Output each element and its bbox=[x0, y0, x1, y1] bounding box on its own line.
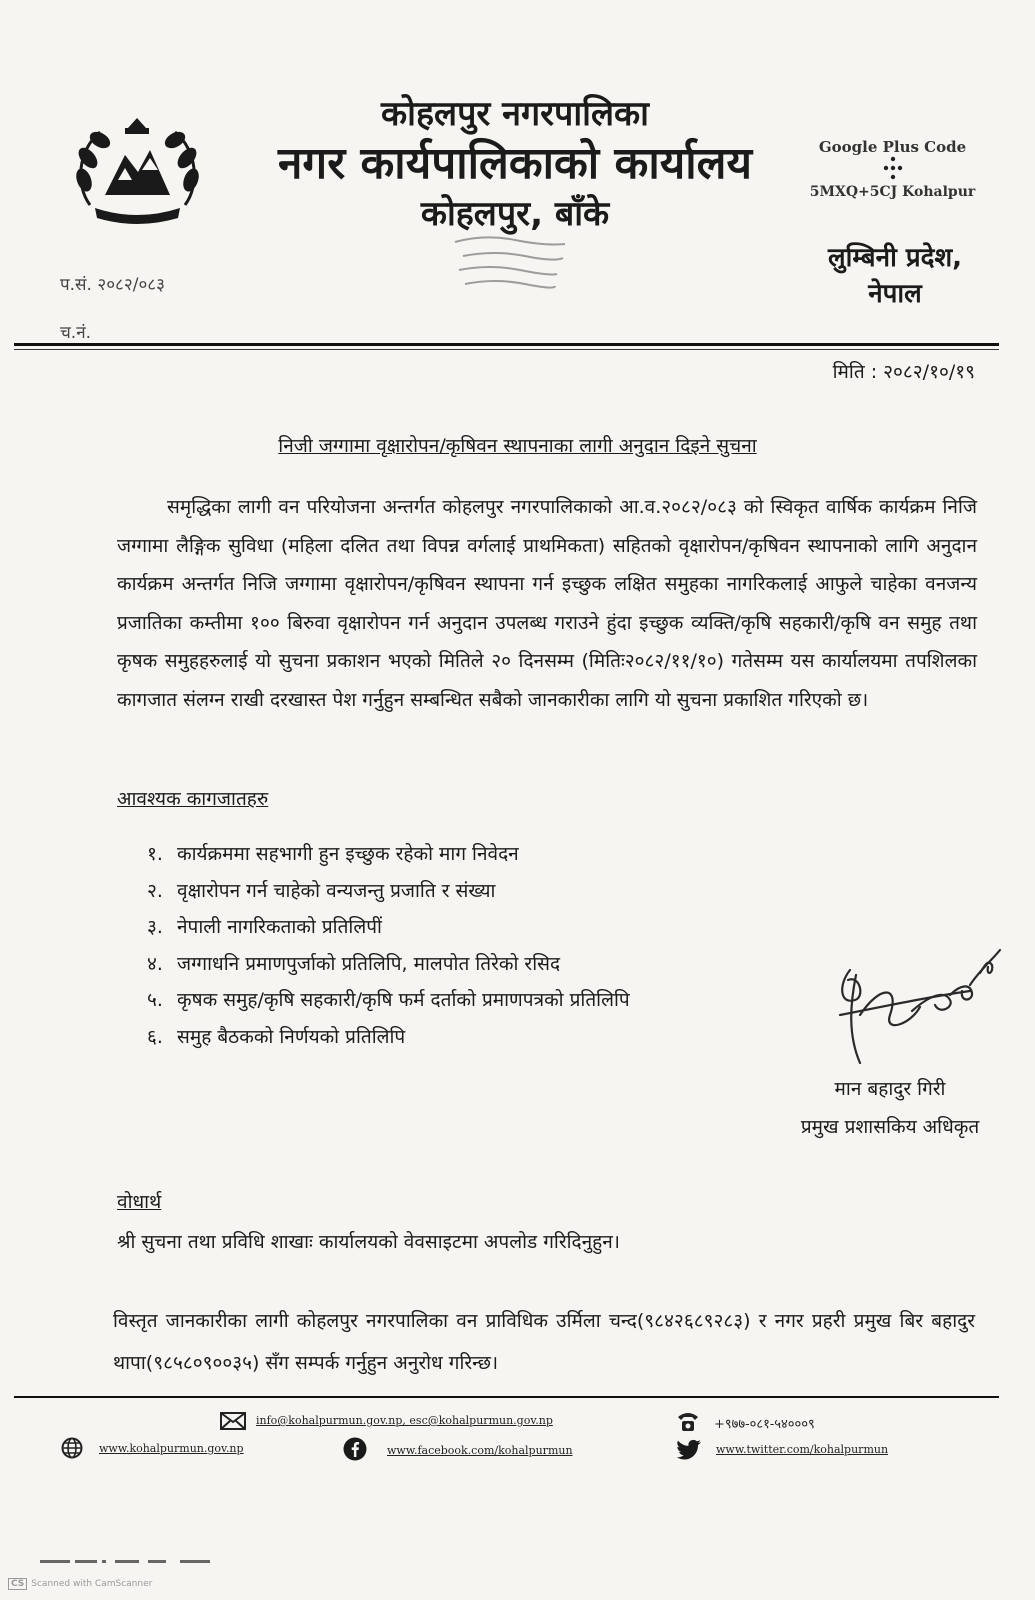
cc-text: श्री सुचना तथा प्रविधि शाखाः कार्यालयको वेवसाइटमा अपलोड गरिदिनुहुन। bbox=[117, 1231, 621, 1253]
phone-number: +९७७-०८१-५४०००९ bbox=[714, 1417, 815, 1432]
document-item: ५. कृषक समुह/कृषि सहकारी/कृषि फर्म दर्ताको प्रमाणपत्रको प्रतिलिपि bbox=[147, 989, 630, 1011]
signer-name: मान बहादुर गिरी bbox=[834, 1078, 946, 1100]
header-divider-thin bbox=[14, 349, 999, 350]
email-link[interactable]: info@kohalpurmun.gov.np, esc@kohalpurmun.gov.np bbox=[256, 1414, 553, 1427]
plus-code-label: Google Plus Code bbox=[818, 138, 967, 156]
document-item: १. कार्यक्रममा सहभागी हुन इच्छुक रहेको माग निवेदन bbox=[147, 843, 519, 865]
ref-value: २०८२/०८३ bbox=[97, 275, 165, 295]
province-block bbox=[820, 240, 970, 312]
plus-code-value: 5MXQ+5CJ Kohalpur bbox=[809, 184, 976, 200]
plus-code-icon bbox=[882, 156, 904, 180]
signer-title: प्रमुख प्रशासकिय अधिकृत bbox=[800, 1116, 980, 1138]
twitter-icon bbox=[676, 1439, 702, 1461]
signer-block bbox=[780, 1070, 1000, 1146]
mail-icon bbox=[220, 1412, 246, 1430]
facebook-link[interactable]: www.facebook.com/kohalpurmun bbox=[387, 1444, 573, 1457]
signature-mark bbox=[820, 945, 1005, 1070]
office-location: कोहलपुर, बाँके bbox=[420, 194, 610, 234]
globe-icon bbox=[61, 1437, 83, 1459]
documents-heading: आवश्यक कागजातहरु bbox=[117, 788, 269, 810]
document-item: ४. जग्गाधनि प्रमाणपुर्जाको प्रतिलिपि, मालपोत तिरेको रसिद bbox=[147, 952, 561, 975]
website-link[interactable]: www.kohalpurmun.gov.np bbox=[99, 1442, 244, 1455]
nepal-emblem-icon bbox=[70, 110, 205, 230]
document-item: ३. नेपाली नागरिकताको प्रतिलिपीं bbox=[147, 916, 382, 938]
document-item: २. वृक्षारोपन गर्न चाहेको वन्यजन्तु प्रजाति र संख्या bbox=[147, 879, 496, 902]
reference-number bbox=[60, 272, 165, 295]
office-stamp-icon bbox=[445, 230, 575, 300]
contact-paragraph: विस्तृत जानकारीका लागी कोहलपुर नगरपालिका वन प्राविधिक उर्मिला चन्द(९८४२६८९२८३) र नगर प्रहरी प्रमुख बिर बहादुर थापा(९८५८०९००३५) सँग सम्पर्क गर्नुहुन अनुरोध गरिन्छ। bbox=[113, 1310, 975, 1374]
scanner-text: Scanned with CamScanner bbox=[31, 1579, 153, 1589]
notice-paragraph: समृद्धिका लागी वन परियोजना अन्तर्गत कोहलपुर नगरपालिकाको आ.व.२०८२/०८३ को स्विकृत वार्षिक कार्यक्रम निजि जग्गामा लैङ्गिक सुविधा (महिला दलित तथा विपन्न वर्गलाई प्राथमिकता) सहितको वृक्षारोपन/कृषिवन स्थापनाको लागि अनुदान कार्यक्रम अन्तर्गत निजि जग्गामा वृक्षारोपन/कृषिवन स्थापना गर्न इच्छुक लक्षित समुहका नागरिकलाई आफुले चाहेका वनजन्य प्रजातिका कम्तीमा १०० बिरुवा वृक्षारोपन गर्न अनुदान उपलब्ध गराउने हुंदा इच्छुक व्यक्ति/कृषि सहकारी/कृषि वन समुह तथा कृषक समुहहरुलाई यो सुचना प्रकाशन भएको मितिले २० दिनसम्म (मितिः२०८२/११/१०) गतेसम्म यस कार्यालयमा तपशिलका कागजात संलग्न राखी दरखास्त पेश गर्नुहुन सम्बन्धित सबैको जानकारीका लागि यो सुचना प्रकाशित गरिएको छ। bbox=[117, 496, 977, 711]
footer-divider bbox=[14, 1396, 999, 1398]
scanner-watermark bbox=[8, 1578, 152, 1590]
date-value: २०८२/१०/१९ bbox=[883, 361, 975, 383]
municipality-name: कोहलपुर नगरपालिका bbox=[381, 94, 649, 134]
twitter-link[interactable]: www.twitter.com/kohalpurmun bbox=[716, 1443, 889, 1456]
office-title: नगर कार्यपालिकाको कार्यालय bbox=[278, 138, 752, 189]
document-item: ६. समुह बैठकको निर्णयको प्रतिलिपि bbox=[147, 1025, 406, 1048]
scanner-badge: CS bbox=[8, 1578, 27, 1590]
plus-code-block bbox=[800, 138, 985, 200]
cc-heading: वोधार्थ bbox=[117, 1191, 162, 1213]
phone-icon bbox=[676, 1410, 700, 1432]
dispatch-number-label: च.नं. bbox=[60, 323, 92, 343]
ref-label: प.सं. bbox=[60, 275, 92, 295]
notice-subject: निजी जग्गामा वृक्षारोपन/कृषिवन स्थापनाका लागी अनुदान दिइने सुचना bbox=[278, 435, 757, 457]
province-name: लुम्बिनी प्रदेश, bbox=[827, 243, 963, 273]
facebook-icon bbox=[343, 1437, 367, 1461]
date-label: मिति : bbox=[832, 361, 878, 383]
office-name bbox=[245, 92, 785, 236]
country-name: नेपाल bbox=[868, 279, 922, 309]
header-divider bbox=[14, 343, 999, 346]
notice-date bbox=[833, 358, 975, 384]
scan-edge-marks bbox=[0, 1558, 1035, 1566]
documents-list bbox=[147, 836, 630, 1055]
